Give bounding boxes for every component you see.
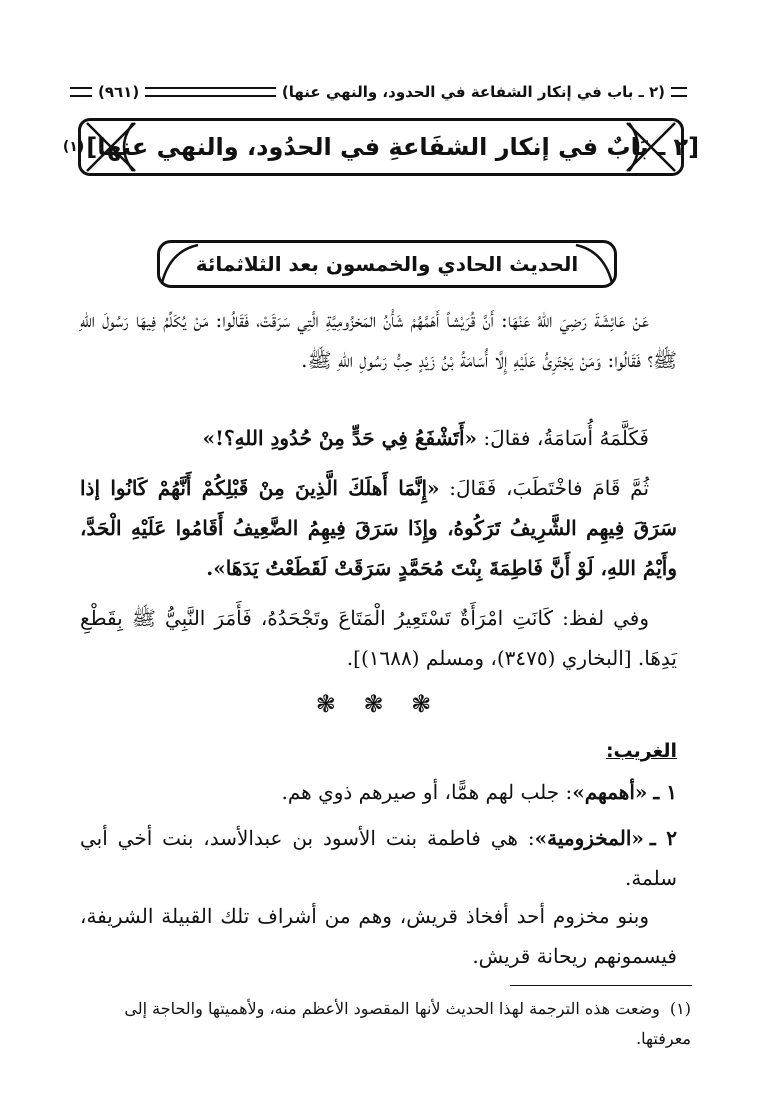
hadith-paragraph-2 [80,418,677,458]
hadith-paragraph-4: وفي لفظ: كَانَتِ امْرَأَةٌ تَسْتَعِيرُ الْمَتَاعَ وتَجْحَدُهُ، فَأَمَرَ النَّبِيُّ ﷺ بِقَطْعِ يَدِهَا. [البخاري (٣٤٧٥)، ومسلم (١٦٨٨)]. [80,606,677,670]
hadith-heading-frame [157,240,617,288]
paragraph-2-quote: «أَتَشْفَعُ فِي حَدٍّ مِنْ حُدُودِ اللهِ؟!» [202,426,478,450]
hadith-paragraph-1: عَنْ عَائِشَةَ رَضِيَ اللهُ عَنْهَا: أَنَّ قُرَيْشاً أَهَمَّهُمْ شَأْنُ المَخزُومِيَّةِ الَّتِي سَرَقَتْ، فَقَالُوا: مَنْ يُكَلِّمُ فِيهَا رَسُولَ اللهِ ﷺ؟ فَقَالُوا: وَمَنْ يَجْتَرِئُ عَلَيْهِ إِلَّا أُسَامَةُ بْنُ زَيْدٍ حِبُّ رَسُولِ اللهِ ﷺ. [80,308,677,372]
chapter-title-frame [62,118,700,176]
paragraph-3-intro: ثُمَّ قَامَ فاخْتَطَبَ، فَقَالَ: [439,476,650,500]
hadith-paragraph-3 [80,468,677,588]
header-rule-middle [145,87,276,97]
paragraph-2-intro: فَكَلَّمَهُ أُسَامَةُ، فقالَ: [477,426,649,450]
gharib-item-number: ١ ـ [653,780,677,804]
chapter-title [62,121,700,173]
gharib-item-definition: : هي فاطمة بنت الأسود بن عبدالأسد، بنت أخي أبي سلمة. [80,826,677,890]
gharib-item [80,818,677,898]
footnote-divider [510,985,692,986]
gharib-item-number: ٢ ـ [649,826,677,850]
paragraph-3-quote: «إِنَّمَا أَهلَكَ الَّذِينَ مِنْ قَبْلِكُمْ أَنَّهُمْ كَانُوا إذا سَرَقَ فِيهِم الشَّرِيفُ تَرَكُوهُ، وإِذَا سَرَقَ فِيهِمُ الضَّعِيفُ أَقَامُوا عَلَيْهِ الْحَدَّ، وأَيْمُ اللهِ، لَوْ أَنَّ فَاطِمَةَ بِنْتَ مُحَمَّدٍ سَرَقَتْ لَقَطَعْتُ يَدَهَا». [80,476,677,580]
heading-ornament-left-icon [160,243,200,285]
header-rule-right [671,87,687,97]
gharib-item-definition: : جلب لهم همًّا، أو صيرهم ذوي هم. [281,780,573,804]
running-header [70,80,687,104]
footnote-number: (١) [669,999,691,1018]
gharib-item-term: «المخزومية» [534,826,644,850]
gharib-item-term: «أهمهم» [572,780,648,804]
hadith-heading: الحديث الحادي والخمسون بعد الثلاثمائة [195,252,579,276]
footnote [70,994,691,1054]
running-header-title: (٢ ـ باب في إنكار الشفاعة في الحدود، والنهي عنها) [281,83,665,101]
chapter-footnote-marker[interactable]: (١) [62,139,85,155]
heading-ornament-right-icon [574,243,614,285]
gharib-heading: الغريب: [605,740,677,762]
chapter-title-text: [٢ ـ بَابٌ في إنكار الشفَاعةِ في الحدُود، والنهي عنها] [86,133,700,161]
header-rule-left [70,87,92,97]
footnote-text: وضعت هذه الترجمة لهذا الحديث لأنها المقصود الأعظم منه، ولأهميتها والحاجة إلى معرفتها. [124,999,691,1048]
gharib-item [80,772,677,812]
section-separator: ❃ ❃ ❃ [315,690,442,718]
frame-ornament-right-icon [625,121,677,173]
gharib-note: وبنو مخزوم أحد أفخاذ قريش، وهم من أشراف تلك القبيلة الشريفة، فيسمونهم ريحانة قريش. [80,904,677,968]
page-number: (٩٦١) [98,83,140,101]
